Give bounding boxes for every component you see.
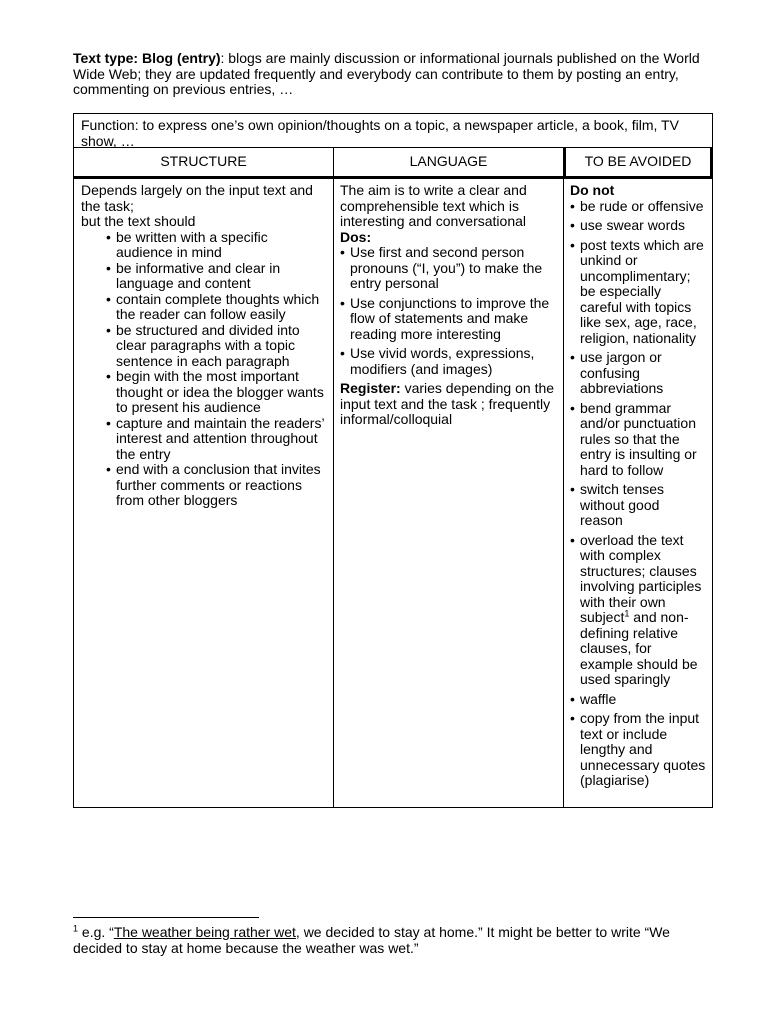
dos-label: Dos:	[340, 228, 372, 245]
list-item: • copy from the input text or include lengthy and unnecessary quotes (plagiarise)	[570, 710, 706, 788]
bullet-icon: •	[570, 690, 575, 707]
list-item: • switch tenses without good reason	[570, 481, 665, 528]
list-item: • overload the text with complex structures; clauses involving participles with their own subject$^1$ and non-defining relative clauses, for example should be used sparingly	[570, 531, 702, 687]
do-not-heading: Do not	[570, 182, 615, 198]
register-label: Register:	[340, 380, 401, 396]
footnote-divider	[73, 917, 259, 918]
structure-intro-2: but the text should	[81, 213, 196, 229]
avoided-cell	[564, 179, 712, 807]
language-aim: The aim is to write a clear and comprehensible text which is interesting and conversational	[340, 182, 527, 229]
bullet-icon: •	[570, 197, 575, 214]
blog-table	[73, 113, 713, 808]
footnote-example: The weather being rather wet	[113, 924, 296, 940]
list-item: • Use first and second person pronouns (“I, you”) to make the entry personal	[340, 244, 543, 291]
bullet-icon: •	[106, 321, 111, 338]
register-text: varies depending on the input text and the task ; frequently informal/colloquial	[340, 380, 555, 427]
bullet-icon: •	[106, 259, 111, 276]
bullet-icon: •	[570, 217, 575, 233]
list-item: • begin with the most important thought or idea the blogger wants to present his audience	[106, 368, 324, 415]
bullet-icon: •	[570, 531, 575, 548]
list-item: • use jargon or confusing abbreviations	[570, 349, 664, 396]
bullet-icon: •	[106, 228, 111, 245]
header-language: LANGUAGE	[334, 148, 564, 178]
avoid-list	[570, 199, 706, 789]
list-item: • bend grammar and/or punctuation rules so that the entry is insulting or hard to follow	[570, 399, 697, 478]
list-item: • Use conjunctions to improve the flow of statements and make reading more interesting	[340, 294, 550, 342]
footnote-number: 1	[73, 923, 79, 934]
list-item: • be informative and clear in language and content	[106, 259, 281, 291]
bullet-icon: •	[570, 349, 575, 365]
list-item: • capture and maintain the readers’ interest and attention throughout the entry	[106, 414, 325, 462]
list-item: • be structured and divided into clear paragraphs with a topic sentence in each paragraph	[106, 321, 300, 369]
header-to-be-avoided: TO BE AVOIDED	[564, 148, 712, 178]
list-item: • waffle	[570, 690, 617, 707]
bullet-icon: •	[570, 481, 575, 497]
list-item: • end with a conclusion that invites further comments or reactions from other bloggers	[106, 461, 321, 508]
bullet-icon: •	[340, 244, 345, 260]
list-item: • Use vivid words, expressions, modifiers (and images)	[340, 345, 535, 377]
language-cell	[334, 179, 564, 807]
bullet-icon: •	[570, 399, 575, 416]
intro-paragraph	[73, 51, 713, 98]
function-row: Function: to express one’s own opinion/thoughts on a topic, a newspaper article, a book, film, TV show, …	[74, 114, 712, 148]
bullet-icon: •	[570, 710, 575, 726]
dos-list	[340, 245, 557, 377]
table-body-row	[74, 179, 712, 807]
list-item: • use swear words	[570, 217, 686, 233]
list-item: • be rude or offensive	[570, 197, 704, 214]
bullet-icon: •	[340, 345, 345, 361]
list-item: • contain complete thoughts which the reader can follow easily	[106, 290, 320, 322]
bullet-icon: •	[106, 414, 111, 431]
bullet-icon: •	[106, 461, 111, 477]
bullet-icon: •	[570, 236, 575, 253]
structure-intro: Depends largely on the input text and the task;	[81, 182, 313, 214]
text-type-label: Text type: Blog (entry)	[73, 50, 221, 66]
list-item: • be written with a specific audience in mind	[106, 228, 268, 260]
table-header-row	[74, 148, 712, 179]
bullet-icon: •	[106, 290, 111, 307]
structure-cell	[74, 179, 334, 807]
register-line	[340, 381, 557, 428]
footnote-ref: 1	[624, 608, 630, 619]
structure-list	[81, 230, 326, 509]
list-item: • post texts which are unkind or uncomplimentary; be especially careful with topics like sex, age, race, religion, nationality	[570, 236, 704, 346]
header-structure: STRUCTURE	[74, 148, 334, 178]
intro-text: : blogs are mainly discussion or informational journals published on the World Wide Web; they are updated frequently and everybody can contribute to them by posting an entry, commenting on previous entries, …	[73, 50, 700, 97]
bullet-icon: •	[340, 294, 345, 311]
bullet-icon: •	[106, 368, 111, 384]
footnote: $^1$ e.g. “The weather being rather wet, we decided to stay at home.” It might be better to write “We decided to stay at home because the weather was wet.”	[73, 923, 670, 956]
